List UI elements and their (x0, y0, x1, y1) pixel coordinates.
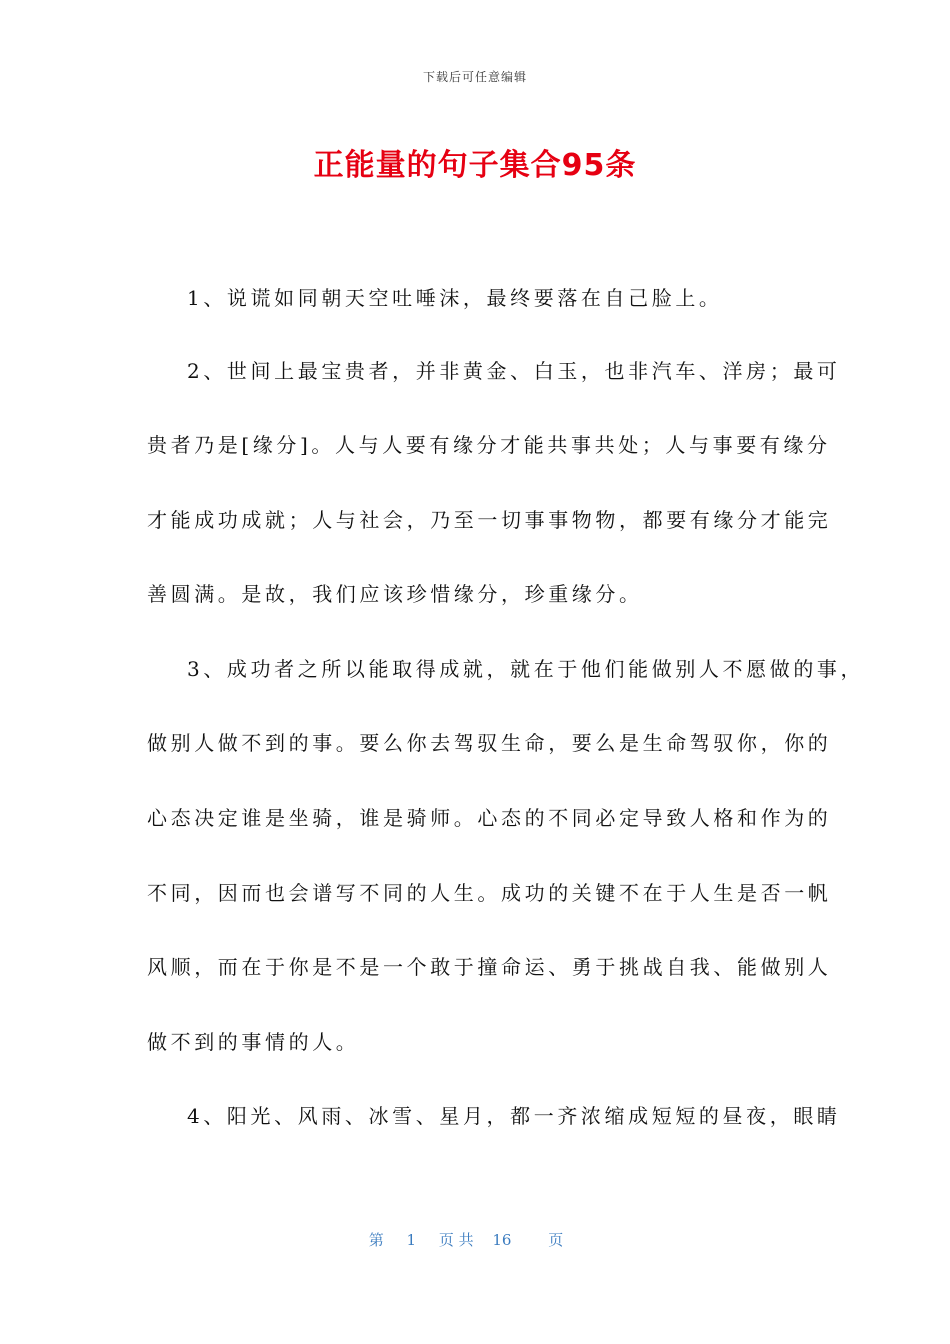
paragraph-line: 2、世间上最宝贵者，并非黄金、白玉，也非汽车、洋房；最可 (187, 359, 841, 383)
footer-total-pages: 16 (492, 1231, 512, 1249)
paragraph-line: 风顺，而在于你是不是一个敢于撞命运、勇于挑战自我、能做别人 (147, 955, 832, 979)
footer-label-total: 页 共 (438, 1231, 474, 1249)
paragraph-line: 3、成功者之所以能取得成就，就在于他们能做别人不愿做的事， (187, 657, 865, 681)
footer-label-end: 页 (548, 1231, 564, 1249)
paragraph-line: 不同，因而也会谱写不同的人生。成功的关键不在于人生是否一帆 (147, 881, 832, 905)
footer-label-page: 第 (368, 1231, 384, 1249)
header-note: 下载后可任意编辑 (422, 70, 527, 84)
paragraph-line: 做别人做不到的事。要么你去驾驭生命，要么是生命驾驭你，你的 (147, 731, 832, 755)
paragraph-line: 做不到的事情的人。 (147, 1030, 360, 1054)
paragraph-line: 才能成功成就；人与社会，乃至一切事事物物，都要有缘分才能完 (147, 508, 832, 532)
footer-current-page: 1 (406, 1231, 417, 1249)
page-footer (0, 1229, 950, 1250)
document-title: 正能量的句子集合95条 (313, 148, 637, 183)
paragraph-line: 1、说谎如同朝天空吐唾沫，最终要落在自己脸上。 (187, 286, 723, 310)
paragraph-line: 善圆满。是故，我们应该珍惜缘分，珍重缘分。 (147, 582, 643, 606)
paragraph-line: 4、阳光、风雨、冰雪、星月，都一齐浓缩成短短的昼夜，眼睛 (187, 1104, 841, 1128)
paragraph-line: 心态决定谁是坐骑，谁是骑师。心态的不同必定导致人格和作为的 (147, 806, 832, 830)
paragraph-line: 贵者乃是[缘分]。人与人要有缘分才能共事共处；人与事要有缘分 (147, 433, 831, 457)
